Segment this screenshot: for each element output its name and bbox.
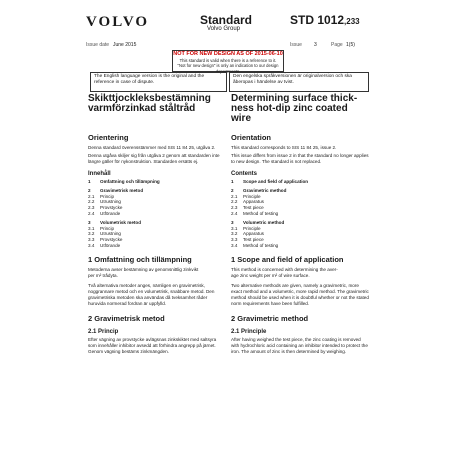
- sv-title-line-1: Skikttjockleksbestämning: [88, 93, 211, 104]
- en-orientation-p1: This standard corresponds to SIS 11 84 25, issue 2.: [231, 145, 337, 150]
- toc-item-number: 2.2: [88, 199, 95, 205]
- toc-item: [88, 243, 224, 249]
- en-toc: [231, 179, 369, 249]
- toc-item-title: Utrustning: [100, 199, 121, 205]
- swedish-column: [88, 94, 224, 355]
- toc-item-number: 2: [88, 187, 91, 193]
- issue-date: June 2015: [113, 42, 137, 48]
- toc-item-title: Volumetrisk metod: [100, 219, 142, 225]
- toc-item-number: 3.3: [88, 237, 95, 243]
- toc-item-title: Volumetric method: [243, 219, 285, 225]
- sv-title-line-2: varmförzinkad ståltråd: [88, 103, 196, 114]
- toc-item-title: Apparatus: [243, 231, 264, 237]
- en-orientation-heading: Orientation: [231, 133, 272, 142]
- toc-item-number: 3.1: [88, 225, 95, 231]
- issue-label: Issue: [290, 42, 302, 48]
- toc-item-title: Test piece: [243, 237, 264, 243]
- toc-item-title: Method of testing: [243, 210, 279, 216]
- en-section-2-1-heading: 2.1 Principle: [231, 328, 267, 335]
- standard-number-main: STD 1012: [290, 13, 345, 27]
- sv-section-1-heading: 1 Omfattning och tillämpning: [88, 254, 192, 264]
- notice-line-1: This standard is valid when there is a reference to it.: [179, 57, 277, 63]
- language-note-en: The English language version is the original and the reference in case of dispute.: [90, 72, 227, 92]
- sv-section-2-1-p: Efter vägning av provstycke avlägsnas zinkskiktet med saltsyra som innehåller inhibitor avsedd att förhindra angrepp på järnet. Genom vägning bestäms zinkmängden.: [88, 336, 217, 354]
- sv-section-2-1-heading: 2.1 Princip: [88, 328, 119, 335]
- en-section-1-p2: Two alternative methods are given, namely a gravimetric, more exact method and a volumetric, more rapid method. The gravimetric method should be used when it is doubtful whether or not the stated norm requirements have been fulfilled.: [231, 282, 369, 306]
- sv-section-1-p1a: Metoderna avser bestämning av genomsnittlig zinkvikt: [88, 266, 199, 272]
- toc-item-number: 2.3: [231, 205, 238, 211]
- toc-item-title: Principle: [243, 225, 261, 231]
- issue-number: 3: [314, 42, 317, 48]
- toc-item-title: Utrustning: [100, 231, 121, 237]
- toc-item-number: 2.1: [88, 193, 95, 199]
- not-for-new-design-notice: [172, 50, 284, 72]
- sv-toc: [88, 179, 224, 249]
- en-section-1-p1a: This method is concerned with determining the aver-: [231, 266, 338, 272]
- page-label: Page: [331, 42, 343, 48]
- volvo-logo: VOLVO: [86, 14, 150, 30]
- en-title-line-2: ness hot-dip zinc coated: [231, 103, 348, 114]
- toc-item-title: Scope and field of application: [243, 179, 309, 184]
- toc-item-number: 2: [231, 187, 234, 193]
- sv-orientation-heading: Orientering: [88, 133, 129, 142]
- toc-item: [88, 179, 224, 185]
- en-contents-heading: Contents: [231, 171, 257, 177]
- toc-item-title: Principle: [243, 193, 261, 199]
- standard-number: [290, 13, 360, 27]
- toc-item-title: Utförande: [100, 242, 121, 248]
- sv-section-2-heading: 2 Gravimetrisk metod: [88, 313, 165, 323]
- toc-item-title: Gravimetrisk metod: [100, 187, 144, 193]
- toc-item-title: Provstycke: [100, 205, 123, 211]
- en-orientation-p2: This issue differs from issue 2 in that the standard no longer applies to new design. The standard is not replaced.: [231, 153, 369, 164]
- toc-item-title: Provstycke: [100, 237, 123, 243]
- en-section-1-p1b: age zinc weight per m² of wire surface.: [231, 272, 310, 278]
- toc-item-number: 2.1: [231, 193, 238, 199]
- toc-item-number: 3: [231, 219, 234, 225]
- toc-item-title: Utförande: [100, 210, 121, 216]
- en-title-line-1: Determining surface thick-: [231, 93, 358, 104]
- notice-line-2: "Not for new design" is only an indication to our design departments.: [177, 63, 279, 74]
- toc-item-number: 2.2: [231, 199, 238, 205]
- toc-item-number: 1: [231, 179, 234, 184]
- notice-title: NOT FOR NEW DESIGN AS OF 2015-06-10: [173, 51, 283, 57]
- toc-item-number: 1: [88, 179, 91, 184]
- toc-item: [231, 179, 369, 185]
- toc-item-number: 2.4: [88, 210, 95, 216]
- page-number: 1(5): [346, 42, 355, 48]
- standard-subtitle: Volvo Group: [207, 26, 241, 32]
- toc-item-title: Omfattning och tillämpning: [100, 179, 160, 184]
- en-section-1-heading: 1 Scope and field of application: [231, 254, 344, 264]
- toc-item-title: Test piece: [243, 205, 264, 211]
- toc-item-number: 3.3: [231, 237, 238, 243]
- standard-number-suffix: ,233: [344, 17, 360, 26]
- en-section-2-1-p: After having weighed the test piece, the zinc coating is removed with hydrochloric acid containing an inhibitor intended to protect the iron. The amount of zinc is then determined by weighing.: [231, 336, 368, 354]
- toc-item-title: Method of testing: [243, 242, 279, 248]
- language-note-sv: Den engelska språkversionen är originalversion och ska åberopas i händelse av tvist.: [229, 72, 369, 92]
- toc-item-title: Princip: [100, 193, 115, 199]
- en-section-2-heading: 2 Gravimetric method: [231, 313, 309, 323]
- toc-item-number: 3.1: [231, 225, 238, 231]
- toc-item-number: 2.3: [88, 205, 95, 211]
- toc-item-number: 2.4: [231, 210, 238, 216]
- toc-item-title: Princip: [100, 225, 115, 231]
- toc-item: [88, 211, 224, 217]
- toc-item: [231, 211, 369, 217]
- toc-item-title: Gravimetric method: [243, 187, 287, 193]
- sv-section-1-p2: Två alternativa metoder anges, nämligen en gravimetrisk, noggrannare metod och en volumetrisk, snabbare metod. Den gravimetriska metoden ska användas då tveksamhet råder huruvida normerad fordran är uppfylld.: [88, 282, 215, 306]
- sv-orientation-p2: Denna utgåva skiljer sig från utgåva 2 genom att standarden inte längre gäller för nykonstruktion. Standarden ersätts ej.: [88, 153, 220, 164]
- toc-item: [231, 243, 369, 249]
- issue-date-label: Issue date: [86, 42, 110, 48]
- toc-item-number: 3.2: [231, 231, 238, 237]
- toc-item-number: 3.4: [88, 242, 95, 248]
- sv-orientation-p1: Denna standard överensstämmer med SIS 11 84 25, utgåva 2.: [88, 145, 216, 150]
- english-column: [231, 94, 369, 355]
- standard-title: Standard: [200, 13, 253, 27]
- en-title-line-3: wire: [231, 113, 252, 124]
- sv-contents-heading: Innehåll: [88, 171, 111, 177]
- toc-item-number: 3: [88, 219, 91, 225]
- toc-item-title: Apparatus: [243, 199, 264, 205]
- sv-section-1-p1b: per m² trådyta.: [88, 272, 118, 278]
- toc-item-number: 3.2: [88, 231, 95, 237]
- toc-item-number: 3.4: [231, 242, 238, 248]
